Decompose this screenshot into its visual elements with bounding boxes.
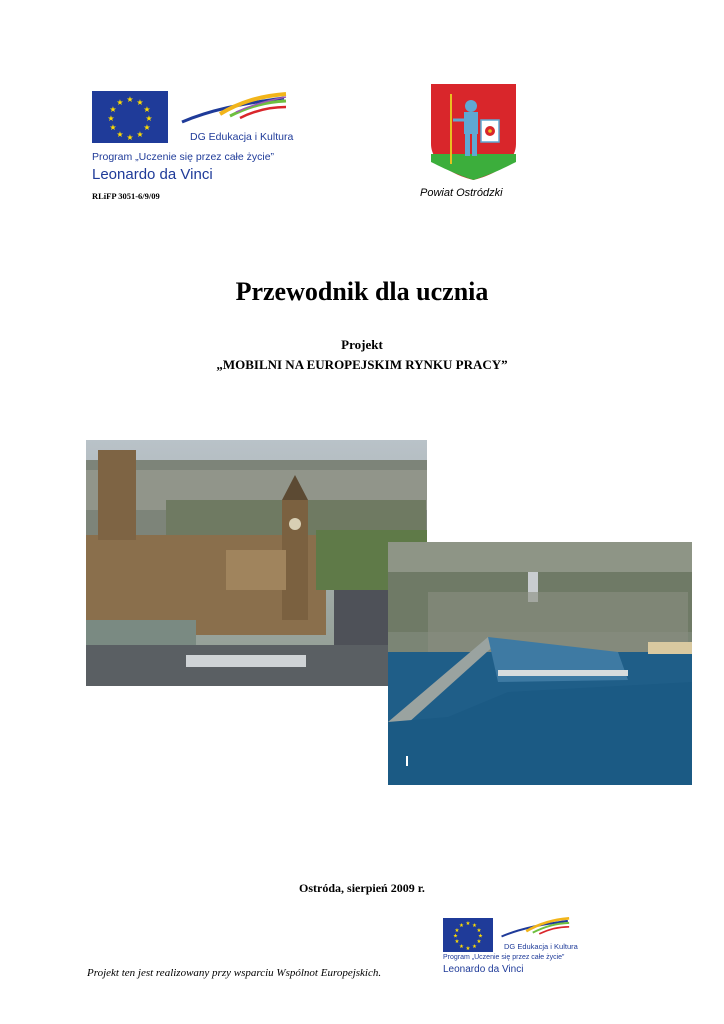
svg-text:★: ★ [478, 933, 483, 940]
svg-text:★: ★ [454, 939, 460, 945]
leonardo-swoosh-icon [500, 917, 572, 943]
svg-text:★: ★ [472, 923, 477, 929]
svg-text:★: ★ [145, 114, 153, 123]
reference-number: RLiFP 3051-6/9/09 [92, 191, 160, 201]
harbour-photo [388, 542, 692, 785]
dg-label: DG Edukacja i Kultura [190, 131, 294, 143]
dg-label-small: DG Edukacja i Kultura [504, 942, 578, 951]
svg-text:★: ★ [136, 130, 144, 139]
svg-text:★: ★ [116, 130, 124, 139]
leonardo-swoosh-icon [180, 92, 290, 132]
project-name: „MOBILNI NA EUROPEJSKIM RYNKU PRACY” [216, 357, 508, 372]
svg-text:★: ★ [109, 123, 117, 132]
svg-text:★: ★ [459, 923, 464, 929]
program-label-small: Program „Uczenie się przez całe życie” [443, 954, 565, 961]
svg-text:★: ★ [143, 105, 151, 114]
svg-text:★: ★ [465, 921, 471, 927]
place-date: Ostróda, sierpień 2009 r. [299, 881, 425, 895]
svg-text:★: ★ [472, 944, 477, 950]
eu-stars-icon [443, 918, 493, 952]
program-label: Program „Uczenie się przez całe życie” [92, 151, 275, 163]
eu-stars-icon [92, 91, 168, 143]
svg-text:★: ★ [143, 123, 151, 132]
project-label: Projekt [341, 337, 383, 352]
svg-text:★: ★ [465, 946, 471, 952]
svg-text:★: ★ [116, 98, 124, 107]
svg-text:★: ★ [453, 933, 458, 940]
eu-flag-logo [92, 91, 168, 143]
svg-text:★: ★ [459, 944, 464, 950]
leonardo-label-small: Leonardo da Vinci [443, 964, 524, 975]
page-title: Przewodnik dla ucznia [235, 277, 489, 306]
svg-text:★: ★ [476, 928, 482, 934]
district-label: Powiat Ostródzki [420, 187, 503, 199]
svg-text:★: ★ [136, 98, 144, 107]
svg-text:★: ★ [454, 928, 460, 934]
coat-of-arms-icon [431, 84, 516, 180]
westminster-photo [86, 440, 427, 686]
svg-text:★: ★ [476, 939, 482, 945]
svg-text:★: ★ [126, 133, 134, 142]
leonardo-label: Leonardo da Vinci [92, 166, 213, 183]
svg-text:★: ★ [109, 105, 117, 114]
svg-text:★: ★ [126, 95, 134, 104]
svg-text:★: ★ [107, 114, 115, 123]
eu-flag-logo-small [443, 918, 493, 952]
funding-note: Projekt ten jest realizowany przy wsparciu Wspólnot Europejskich. [87, 967, 382, 979]
